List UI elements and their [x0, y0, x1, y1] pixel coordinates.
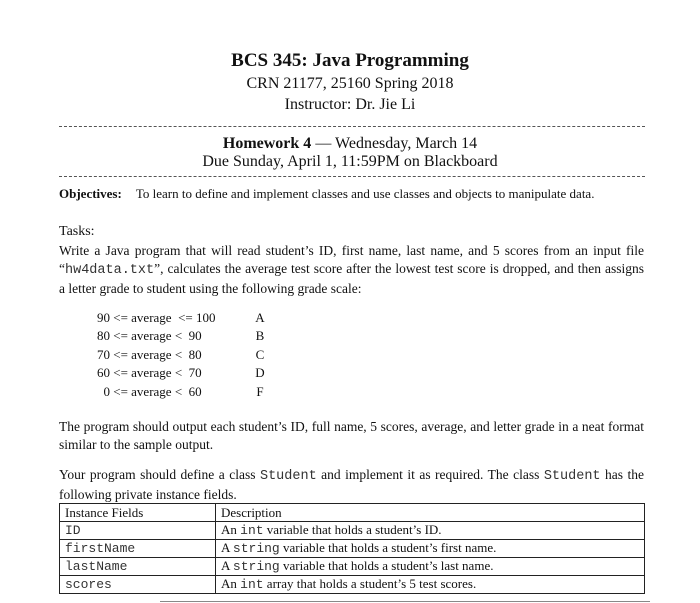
homework-dash: — [311, 135, 336, 152]
grade-row [97, 364, 275, 382]
grade-row [97, 346, 275, 364]
desc-post: array that holds a student’s 5 test scores. [263, 576, 477, 591]
desc-post: variable that holds a student’s last name. [279, 558, 494, 573]
tasks-label: Tasks: [59, 224, 95, 239]
instructor-name: Instructor: Dr. Jie Li [284, 96, 416, 113]
field-description [216, 540, 645, 558]
grade-letter: C [255, 346, 265, 362]
desc-type: string [232, 559, 280, 574]
table-header-row [60, 504, 645, 522]
grade-range: 80 <= average < 90 [97, 328, 202, 344]
task-intro-end: ”, calculates the average test score after the lowest test score is dropped, and then assigns a letter grade to student using the following grade scale: [59, 261, 644, 296]
grade-row [97, 309, 275, 327]
class-name: Student [259, 469, 317, 484]
field-name: ID [60, 522, 216, 540]
desc-post: variable that holds a student’s first name. [279, 540, 497, 555]
grade-letter: D [255, 365, 265, 381]
grade-letter: A [255, 310, 265, 325]
grade-row [97, 327, 275, 345]
field-description [216, 558, 645, 576]
table-row [60, 522, 645, 540]
due-date: Due Sunday, April 1, 11:59PM on Blackboard [202, 153, 498, 170]
divider-bottom [59, 176, 645, 177]
header-description: Description [216, 504, 645, 522]
grade-range: 60 <= average < 70 [97, 365, 202, 381]
desc-pre: A [221, 540, 233, 555]
task-description [59, 242, 644, 298]
class-text-part3: has the following private instance fields. [59, 467, 644, 502]
class-description [59, 466, 644, 504]
document-title: BCS 345: Java Programming [231, 50, 469, 71]
field-name: scores [60, 576, 216, 594]
page-bottom-rule [160, 601, 650, 602]
homework-date: Wednesday, March 14 [335, 135, 478, 152]
task-filename: hw4data.txt [65, 263, 155, 278]
table-row [60, 576, 645, 594]
class-text-part2: and implement it as required. The class [316, 467, 544, 482]
divider-top [59, 126, 645, 127]
class-name-2: Student [543, 469, 601, 484]
desc-type: int [240, 523, 264, 538]
header-instance-fields: Instance Fields [60, 504, 216, 522]
grade-range: 90 <= average <= 100 [97, 310, 216, 325]
class-text-part1: Your program should define a class [59, 467, 260, 482]
objectives-label: Objectives: [59, 186, 122, 201]
field-description [216, 576, 645, 594]
grade-scale [97, 309, 275, 401]
table-row [60, 558, 645, 576]
desc-post: variable that holds a student’s ID. [263, 522, 442, 537]
homework-number: Homework 4 [222, 135, 312, 152]
field-name: firstName [60, 540, 216, 558]
grade-letter: B [255, 328, 265, 344]
objectives [59, 186, 594, 202]
desc-pre: An [221, 522, 241, 537]
grade-letter: F [256, 383, 264, 399]
objectives-text: To learn to define and implement classes and use classes and objects to manipulate data. [135, 186, 595, 201]
task-intro: Write a Java program that will read student’s ID, first name, last name, and 5 scores from an input file “ [59, 243, 644, 276]
output-description: The program should output each student’s ID, full name, 5 scores, average, and letter grade in a neat format similar to the sample output. [59, 419, 644, 452]
homework-line [0, 135, 700, 153]
desc-type: string [232, 541, 280, 556]
grade-range: 70 <= average < 80 [97, 346, 202, 362]
course-crn: CRN 21177, 25160 Spring 2018 [246, 75, 454, 92]
grade-row [97, 383, 275, 401]
instance-fields-table [59, 503, 645, 594]
desc-pre: A [221, 558, 233, 573]
desc-pre: An [221, 576, 241, 591]
desc-type: int [240, 577, 264, 592]
field-name: lastName [60, 558, 216, 576]
field-description [216, 522, 645, 540]
grade-range: 0 <= average < 60 [97, 383, 202, 399]
table-row [60, 540, 645, 558]
